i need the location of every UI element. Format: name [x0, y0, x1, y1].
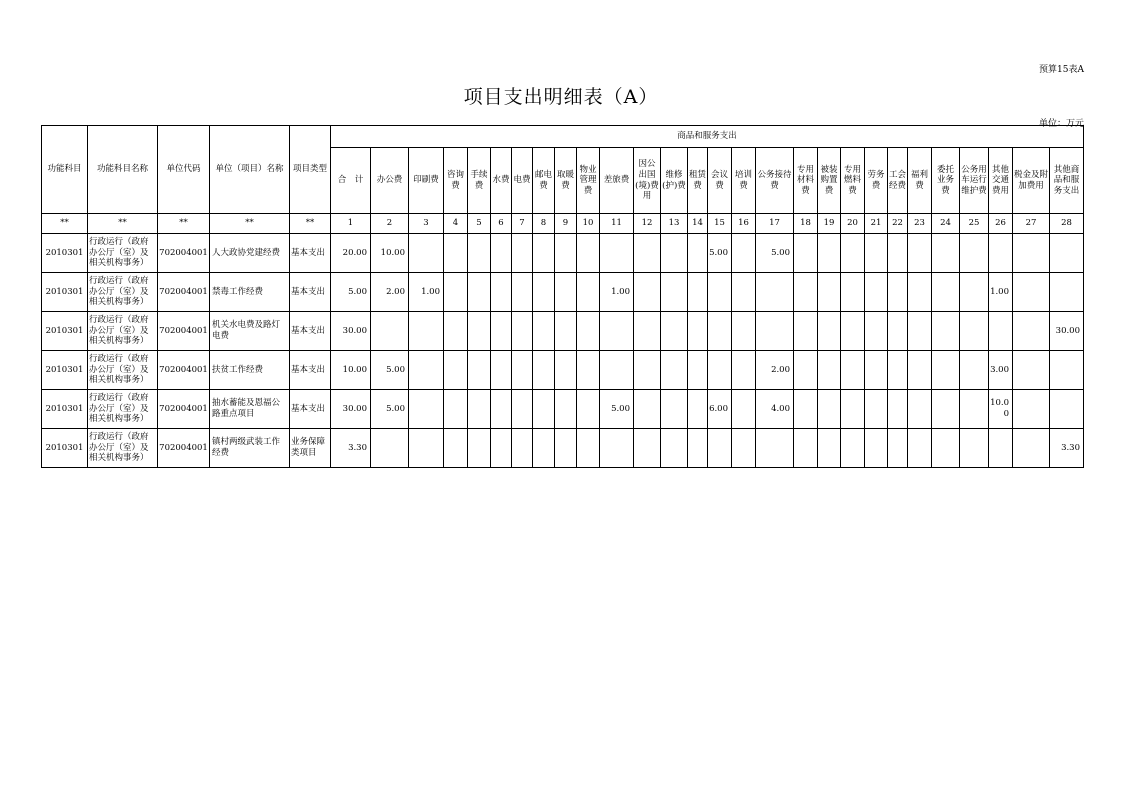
func-code-cell: 2010301: [42, 429, 88, 468]
project-name-cell: 扶贫工作经费: [210, 351, 290, 390]
project-type-cell: 基本支出: [290, 351, 331, 390]
amount-cell: [512, 351, 533, 390]
amount-cell: [908, 351, 932, 390]
amount-cell: [732, 234, 756, 273]
amount-cell: [533, 234, 555, 273]
amount-cell: [932, 429, 960, 468]
amount-cell: [555, 273, 577, 312]
column-header: 福利费: [908, 148, 932, 214]
amount-cell: [708, 312, 732, 351]
amount-cell: [841, 390, 865, 429]
amount-cell: [512, 429, 533, 468]
amount-cell: [491, 312, 512, 351]
amount-cell: [1050, 390, 1084, 429]
project-name-cell: 镇村两级武装工作经费: [210, 429, 290, 468]
amount-cell: [634, 390, 661, 429]
amount-cell: 5.00: [371, 351, 409, 390]
amount-cell: [908, 429, 932, 468]
amount-cell: [555, 429, 577, 468]
amount-cell: [491, 273, 512, 312]
amount-cell: [661, 351, 688, 390]
amount-cell: [577, 351, 600, 390]
amount-cell: [444, 351, 468, 390]
column-header: 会议费: [708, 148, 732, 214]
column-header: 维修(护)费: [661, 148, 688, 214]
header-project-type: 项目类型: [290, 126, 331, 214]
amount-cell: [409, 234, 444, 273]
column-header: 租赁费: [688, 148, 708, 214]
column-header: 差旅费: [600, 148, 634, 214]
amount-cell: [1013, 273, 1050, 312]
amount-cell: 1.00: [989, 273, 1013, 312]
amount-cell: [371, 312, 409, 351]
index-cell: 19: [818, 214, 841, 234]
amount-cell: [491, 351, 512, 390]
index-cell: 28: [1050, 214, 1084, 234]
amount-cell: [708, 351, 732, 390]
column-header: 公务接待费: [756, 148, 794, 214]
unit-label: 单位：万元: [1038, 119, 1084, 129]
amount-cell: [732, 429, 756, 468]
amount-cell: 6.00: [708, 390, 732, 429]
amount-cell: 3.00: [989, 351, 1013, 390]
amount-cell: [865, 234, 888, 273]
index-cell: **: [158, 214, 210, 234]
amount-cell: 1.00: [600, 273, 634, 312]
amount-cell: [634, 429, 661, 468]
column-header: 因公出国(境)费用: [634, 148, 661, 214]
amount-cell: [634, 234, 661, 273]
amount-cell: [468, 351, 491, 390]
amount-cell: [794, 351, 818, 390]
func-name-cell: 行政运行（政府办公厅（室）及相关机构事务）: [88, 234, 158, 273]
amount-cell: [888, 351, 908, 390]
project-type-cell: 业务保障类项目: [290, 429, 331, 468]
amount-cell: [708, 429, 732, 468]
amount-cell: [444, 390, 468, 429]
amount-cell: [444, 273, 468, 312]
index-cell: 4: [444, 214, 468, 234]
amount-cell: [444, 312, 468, 351]
amount-cell: [661, 312, 688, 351]
amount-cell: [908, 234, 932, 273]
column-header: 其他商品和服务支出: [1050, 148, 1084, 214]
amount-cell: [600, 234, 634, 273]
column-header: 专用燃料费: [841, 148, 865, 214]
amount-cell: [708, 273, 732, 312]
amount-cell: [468, 273, 491, 312]
page-title: 项目支出明细表（A）: [463, 86, 659, 108]
func-code-cell: 2010301: [42, 390, 88, 429]
amount-cell: [491, 390, 512, 429]
amount-cell: [888, 429, 908, 468]
index-cell: 23: [908, 214, 932, 234]
amount-cell: [960, 273, 989, 312]
index-cell: 16: [732, 214, 756, 234]
amount-cell: [932, 351, 960, 390]
header-project-name: 单位（项目）名称: [210, 126, 290, 214]
func-name-cell: 行政运行（政府办公厅（室）及相关机构事务）: [88, 273, 158, 312]
amount-cell: [1050, 234, 1084, 273]
index-cell: 24: [932, 214, 960, 234]
amount-cell: 2.00: [371, 273, 409, 312]
func-name-cell: 行政运行（政府办公厅（室）及相关机构事务）: [88, 429, 158, 468]
column-header: 培训费: [732, 148, 756, 214]
index-cell: 27: [1013, 214, 1050, 234]
amount-cell: [634, 351, 661, 390]
amount-cell: [1013, 429, 1050, 468]
amount-cell: [688, 429, 708, 468]
amount-cell: [688, 234, 708, 273]
amount-cell: 4.00: [756, 390, 794, 429]
amount-cell: [989, 312, 1013, 351]
amount-cell: [865, 312, 888, 351]
column-header: 税金及附加费用: [1013, 148, 1050, 214]
amount-cell: [512, 312, 533, 351]
index-cell: 26: [989, 214, 1013, 234]
amount-cell: 5.00: [756, 234, 794, 273]
unit-code-cell: 702004001: [158, 429, 210, 468]
project-type-cell: 基本支出: [290, 234, 331, 273]
index-cell: 25: [960, 214, 989, 234]
column-header: 印刷费: [409, 148, 444, 214]
amount-cell: [491, 429, 512, 468]
amount-cell: [512, 273, 533, 312]
amount-cell: [512, 234, 533, 273]
unit-code-cell: 702004001: [158, 351, 210, 390]
amount-cell: [865, 390, 888, 429]
amount-cell: [555, 234, 577, 273]
amount-cell: [756, 312, 794, 351]
amount-cell: 1.00: [409, 273, 444, 312]
amount-cell: [688, 390, 708, 429]
amount-cell: 3.30: [331, 429, 371, 468]
amount-cell: 5.00: [371, 390, 409, 429]
amount-cell: [989, 234, 1013, 273]
amount-cell: [908, 273, 932, 312]
amount-cell: [932, 390, 960, 429]
amount-cell: [468, 390, 491, 429]
amount-cell: [444, 429, 468, 468]
column-header: 电费: [512, 148, 533, 214]
column-header: 合 计: [331, 148, 371, 214]
func-name-cell: 行政运行（政府办公厅（室）及相关机构事务）: [88, 312, 158, 351]
amount-cell: [888, 390, 908, 429]
amount-cell: [932, 234, 960, 273]
amount-cell: [960, 429, 989, 468]
amount-cell: [444, 234, 468, 273]
amount-cell: [865, 429, 888, 468]
unit-code-cell: 702004001: [158, 234, 210, 273]
amount-cell: 3.30: [1050, 429, 1084, 468]
amount-cell: [888, 234, 908, 273]
amount-cell: [818, 273, 841, 312]
amount-cell: [794, 234, 818, 273]
index-cell: 1: [331, 214, 371, 234]
index-cell: 13: [661, 214, 688, 234]
amount-cell: [409, 312, 444, 351]
amount-cell: [732, 273, 756, 312]
amount-cell: [533, 312, 555, 351]
amount-cell: [409, 429, 444, 468]
project-type-cell: 基本支出: [290, 273, 331, 312]
amount-cell: [756, 429, 794, 468]
amount-cell: [841, 351, 865, 390]
amount-cell: 10.00: [331, 351, 371, 390]
amount-cell: [1013, 351, 1050, 390]
table-row: [42, 234, 1084, 273]
amount-cell: [555, 312, 577, 351]
project-name-cell: 机关水电费及路灯电费: [210, 312, 290, 351]
amount-cell: [841, 234, 865, 273]
amount-cell: [661, 234, 688, 273]
amount-cell: [533, 429, 555, 468]
amount-cell: [600, 351, 634, 390]
amount-cell: [1013, 312, 1050, 351]
amount-cell: [577, 234, 600, 273]
index-cell: **: [210, 214, 290, 234]
amount-cell: 5.00: [331, 273, 371, 312]
index-cell: **: [290, 214, 331, 234]
index-cell: 18: [794, 214, 818, 234]
column-header: 被装购置费: [818, 148, 841, 214]
index-cell: 7: [512, 214, 533, 234]
amount-cell: 10.00: [989, 390, 1013, 429]
amount-cell: [577, 390, 600, 429]
amount-cell: [932, 312, 960, 351]
amount-cell: [661, 390, 688, 429]
index-cell: 11: [600, 214, 634, 234]
unit-code-cell: 702004001: [158, 390, 210, 429]
table-row: [42, 312, 1084, 351]
column-header: 水费: [491, 148, 512, 214]
project-name-cell: 禁毒工作经费: [210, 273, 290, 312]
amount-cell: 30.00: [1050, 312, 1084, 351]
amount-cell: 30.00: [331, 312, 371, 351]
project-type-cell: 基本支出: [290, 390, 331, 429]
amount-cell: [1013, 234, 1050, 273]
column-header: 取暖费: [555, 148, 577, 214]
amount-cell: 2.00: [756, 351, 794, 390]
index-cell: 2: [371, 214, 409, 234]
form-number: 预算15表A: [1039, 65, 1084, 75]
index-cell: 10: [577, 214, 600, 234]
amount-cell: [468, 429, 491, 468]
header-func-name: 功能科目名称: [88, 126, 158, 214]
amount-cell: [533, 351, 555, 390]
amount-cell: [468, 312, 491, 351]
amount-cell: [794, 429, 818, 468]
amount-cell: [841, 429, 865, 468]
table-row: [42, 390, 1084, 429]
amount-cell: [600, 429, 634, 468]
index-cell: 15: [708, 214, 732, 234]
header-func-code: 功能科目: [42, 126, 88, 214]
amount-cell: [732, 351, 756, 390]
amount-cell: [794, 273, 818, 312]
amount-cell: [932, 273, 960, 312]
project-type-cell: 基本支出: [290, 312, 331, 351]
unit-code-cell: 702004001: [158, 312, 210, 351]
amount-cell: [533, 390, 555, 429]
amount-cell: [818, 312, 841, 351]
amount-cell: [818, 234, 841, 273]
column-header: 其他交通费用: [989, 148, 1013, 214]
amount-cell: [468, 234, 491, 273]
column-header: 咨询费: [444, 148, 468, 214]
amount-cell: 20.00: [331, 234, 371, 273]
amount-cell: [794, 312, 818, 351]
amount-cell: [512, 390, 533, 429]
func-code-cell: 2010301: [42, 351, 88, 390]
amount-cell: [1050, 351, 1084, 390]
amount-cell: [1050, 273, 1084, 312]
index-cell: 21: [865, 214, 888, 234]
index-cell: 8: [533, 214, 555, 234]
index-cell: 17: [756, 214, 794, 234]
index-cell: 22: [888, 214, 908, 234]
index-cell: 12: [634, 214, 661, 234]
amount-cell: [577, 429, 600, 468]
amount-cell: [908, 312, 932, 351]
index-cell: **: [88, 214, 158, 234]
amount-cell: [555, 351, 577, 390]
amount-cell: [661, 273, 688, 312]
amount-cell: [533, 273, 555, 312]
amount-cell: [688, 273, 708, 312]
amount-cell: [600, 312, 634, 351]
amount-cell: [960, 312, 989, 351]
index-cell: 5: [468, 214, 491, 234]
index-cell: **: [42, 214, 88, 234]
amount-cell: [371, 429, 409, 468]
amount-cell: [989, 429, 1013, 468]
amount-cell: [841, 273, 865, 312]
amount-cell: [732, 312, 756, 351]
amount-cell: 5.00: [600, 390, 634, 429]
amount-cell: [818, 351, 841, 390]
func-name-cell: 行政运行（政府办公厅（室）及相关机构事务）: [88, 351, 158, 390]
unit-code-cell: 702004001: [158, 273, 210, 312]
amount-cell: [491, 234, 512, 273]
amount-cell: [1013, 390, 1050, 429]
amount-cell: [756, 273, 794, 312]
func-code-cell: 2010301: [42, 234, 88, 273]
header-unit-code: 单位代码: [158, 126, 210, 214]
amount-cell: [888, 312, 908, 351]
amount-cell: 30.00: [331, 390, 371, 429]
amount-cell: [960, 234, 989, 273]
header-group-goods-services: 商品和服务支出: [331, 126, 1084, 148]
amount-cell: [794, 390, 818, 429]
index-cell: 9: [555, 214, 577, 234]
amount-cell: [732, 390, 756, 429]
func-code-cell: 2010301: [42, 312, 88, 351]
amount-cell: [960, 351, 989, 390]
column-header: 劳务费: [865, 148, 888, 214]
amount-cell: [688, 351, 708, 390]
amount-cell: [634, 273, 661, 312]
project-name-cell: 人大政协党建经费: [210, 234, 290, 273]
amount-cell: [555, 390, 577, 429]
amount-cell: [865, 273, 888, 312]
column-header: 邮电费: [533, 148, 555, 214]
amount-cell: [409, 390, 444, 429]
column-header: 办公费: [371, 148, 409, 214]
amount-cell: [688, 312, 708, 351]
index-cell: 6: [491, 214, 512, 234]
amount-cell: [818, 390, 841, 429]
amount-cell: [865, 351, 888, 390]
amount-cell: [888, 273, 908, 312]
column-header: 委托业务费: [932, 148, 960, 214]
amount-cell: 10.00: [371, 234, 409, 273]
budget-table: [41, 125, 1084, 468]
amount-cell: [960, 390, 989, 429]
amount-cell: [634, 312, 661, 351]
column-header: 公务用车运行维护费: [960, 148, 989, 214]
column-header: 手续费: [468, 148, 491, 214]
amount-cell: [818, 429, 841, 468]
amount-cell: [577, 273, 600, 312]
column-header: 工会经费: [888, 148, 908, 214]
amount-cell: [661, 429, 688, 468]
amount-cell: [409, 351, 444, 390]
table-row: [42, 429, 1084, 468]
project-name-cell: 抽水蓄能及恩福公路重点项目: [210, 390, 290, 429]
amount-cell: [908, 390, 932, 429]
amount-cell: [841, 312, 865, 351]
index-cell: 20: [841, 214, 865, 234]
func-name-cell: 行政运行（政府办公厅（室）及相关机构事务）: [88, 390, 158, 429]
index-cell: 3: [409, 214, 444, 234]
column-header: 物业管理费: [577, 148, 600, 214]
table-row: [42, 273, 1084, 312]
func-code-cell: 2010301: [42, 273, 88, 312]
amount-cell: [577, 312, 600, 351]
column-header: 专用材料费: [794, 148, 818, 214]
table-row: [42, 351, 1084, 390]
amount-cell: 5.00: [708, 234, 732, 273]
index-cell: 14: [688, 214, 708, 234]
